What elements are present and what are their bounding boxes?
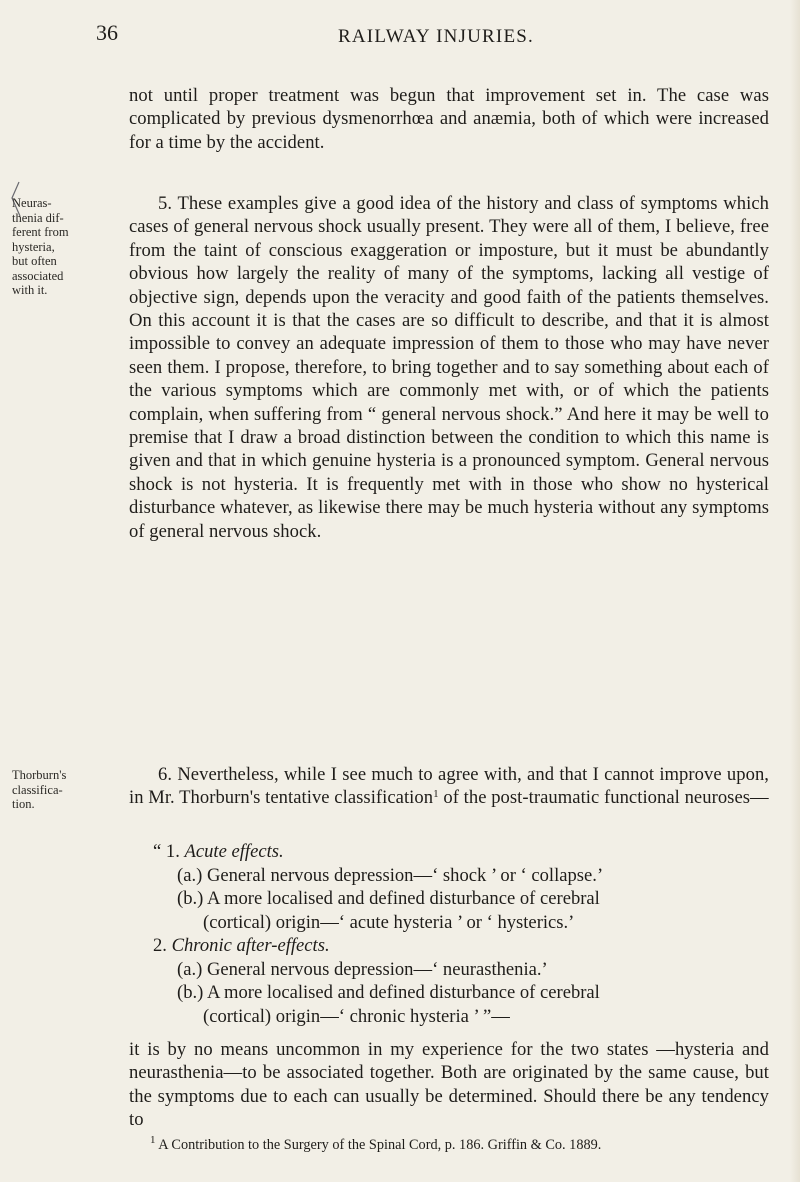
margin-note-line: thenia dif-	[12, 210, 64, 225]
page-edge-shade	[790, 0, 800, 1182]
footnote	[150, 1134, 780, 1154]
margin-note-line: Thorburn's	[12, 768, 67, 782]
list-item-2a	[129, 958, 769, 982]
list-item-2b-text: A more localised and defined disturbance of cerebral	[206, 982, 600, 1003]
paragraph-6-main: 6. Nevertheless, while I see much to agree with, and that I cannot improve upon, in Mr. Thorburn's tentative classification	[129, 764, 769, 809]
list-item-2-number: 2.	[153, 935, 167, 956]
classification-list	[129, 840, 769, 1028]
list-item-2b-continuation	[129, 1005, 769, 1029]
list-item-2-title: Chronic after-effects.	[171, 935, 330, 956]
paragraph-6-text	[129, 763, 769, 810]
list-item-1-title: Acute effects.	[184, 841, 284, 862]
list-item-2b	[129, 981, 769, 1005]
footnote-marker: 1	[150, 1134, 156, 1146]
list-item-2a-text: General nervous depression—‘ neurasthenia.’	[206, 958, 548, 980]
page-number: 36	[96, 20, 118, 45]
margin-note-line: Neuras-	[12, 196, 52, 210]
running-head: RAILWAY INJURIES.	[338, 26, 534, 47]
list-item-1a-label: (a.)	[177, 864, 203, 886]
margin-note-line: but often	[12, 254, 57, 268]
page-header	[0, 20, 800, 50]
paragraph-5-text: 5. These examples give a good idea of the history and class of symptoms which cases of general nervous shock usually present. They were all of them, I believe, free from the taint of conscious exaggeration or imposture, but it must be abundantly obvious how largely the reality of many of the symptoms, lacking all vestige of objective sign, depends upon the veracity and good faith of the patients themselves. On this account it is that the cases are so difficult to describe, and that it is almost impossible to convey an adequate impression of them to those who may have never seen them. I propose, therefore, to bring together and to say something about each of the various symptoms which are commonly met with, or of which the patients complain, when suffering from “ general nervous shock.” And here it may be well to premise that I draw a broad distinction between the condition to which this name is given and that in which genuine hysteria is a pronounced symptom. General nervous shock is not hysteria. It is frequently met with in those who show no hysterical disturbance whatever, as likewise there may be much hysteria without any symptoms of general nervous shock.	[129, 193, 769, 542]
opening-paragraph-text: not until proper treatment was begun that improvement set in. The case was complicated by previous dysmenorrhœa and anæmia, both of which were increased for a time by the accident.	[129, 85, 769, 153]
margin-note-line: associated	[12, 268, 64, 283]
footnote-text: A Contribution to the Surgery of the Spinal Cord, p. 186. Griffin & Co. 1889.	[158, 1137, 602, 1153]
list-item-2a-label: (a.)	[177, 958, 203, 980]
footnote-ref: 1	[433, 788, 439, 801]
paragraph-6-continuation: of the post-traumatic functional neuroses—	[438, 787, 769, 809]
list-item-1b-text: A more localised and defined disturbance of cerebral	[206, 888, 600, 909]
list-item-2b-cont-text: (cortical) origin—‘ chronic hysteria ’ ”—	[203, 1005, 510, 1027]
opening-paragraph	[129, 84, 769, 154]
closing-paragraph-text: it is by no means uncommon in my experience for the two states —hysteria and neurasthenia—to be associated together. Both are originated by the same cause, but the symptoms due to each can usually be determined. Should there be any tendency to	[129, 1039, 769, 1131]
margin-note-line: tion.	[12, 797, 35, 811]
margin-note-line: ferent from	[12, 225, 69, 239]
closing-paragraph	[129, 1038, 769, 1132]
margin-note-line: hysteria,	[12, 239, 55, 254]
margin-note-line: with it.	[12, 283, 48, 297]
margin-note-line: classifica-	[12, 782, 63, 797]
paragraph-5	[129, 192, 769, 543]
list-item-1b-cont-text: (cortical) origin—‘ acute hysteria ’ or ‘ hysterics.’	[203, 911, 575, 933]
margin-note-thorburn	[12, 768, 96, 812]
list-item-1b	[129, 887, 769, 911]
list-item-1-number: “ 1.	[153, 841, 180, 862]
list-item-1b-label: (b.)	[177, 888, 204, 909]
margin-note-neurasthenia	[12, 196, 96, 298]
list-item-2	[129, 934, 769, 958]
list-item-1a	[129, 864, 769, 888]
list-item-1a-text: General nervous depression—‘ shock ’ or ‘ collapse.’	[206, 864, 604, 886]
paragraph-6	[129, 763, 769, 810]
list-item-2b-label: (b.)	[177, 982, 204, 1003]
list-item-1b-continuation	[129, 911, 769, 935]
list-item-1	[129, 840, 769, 864]
